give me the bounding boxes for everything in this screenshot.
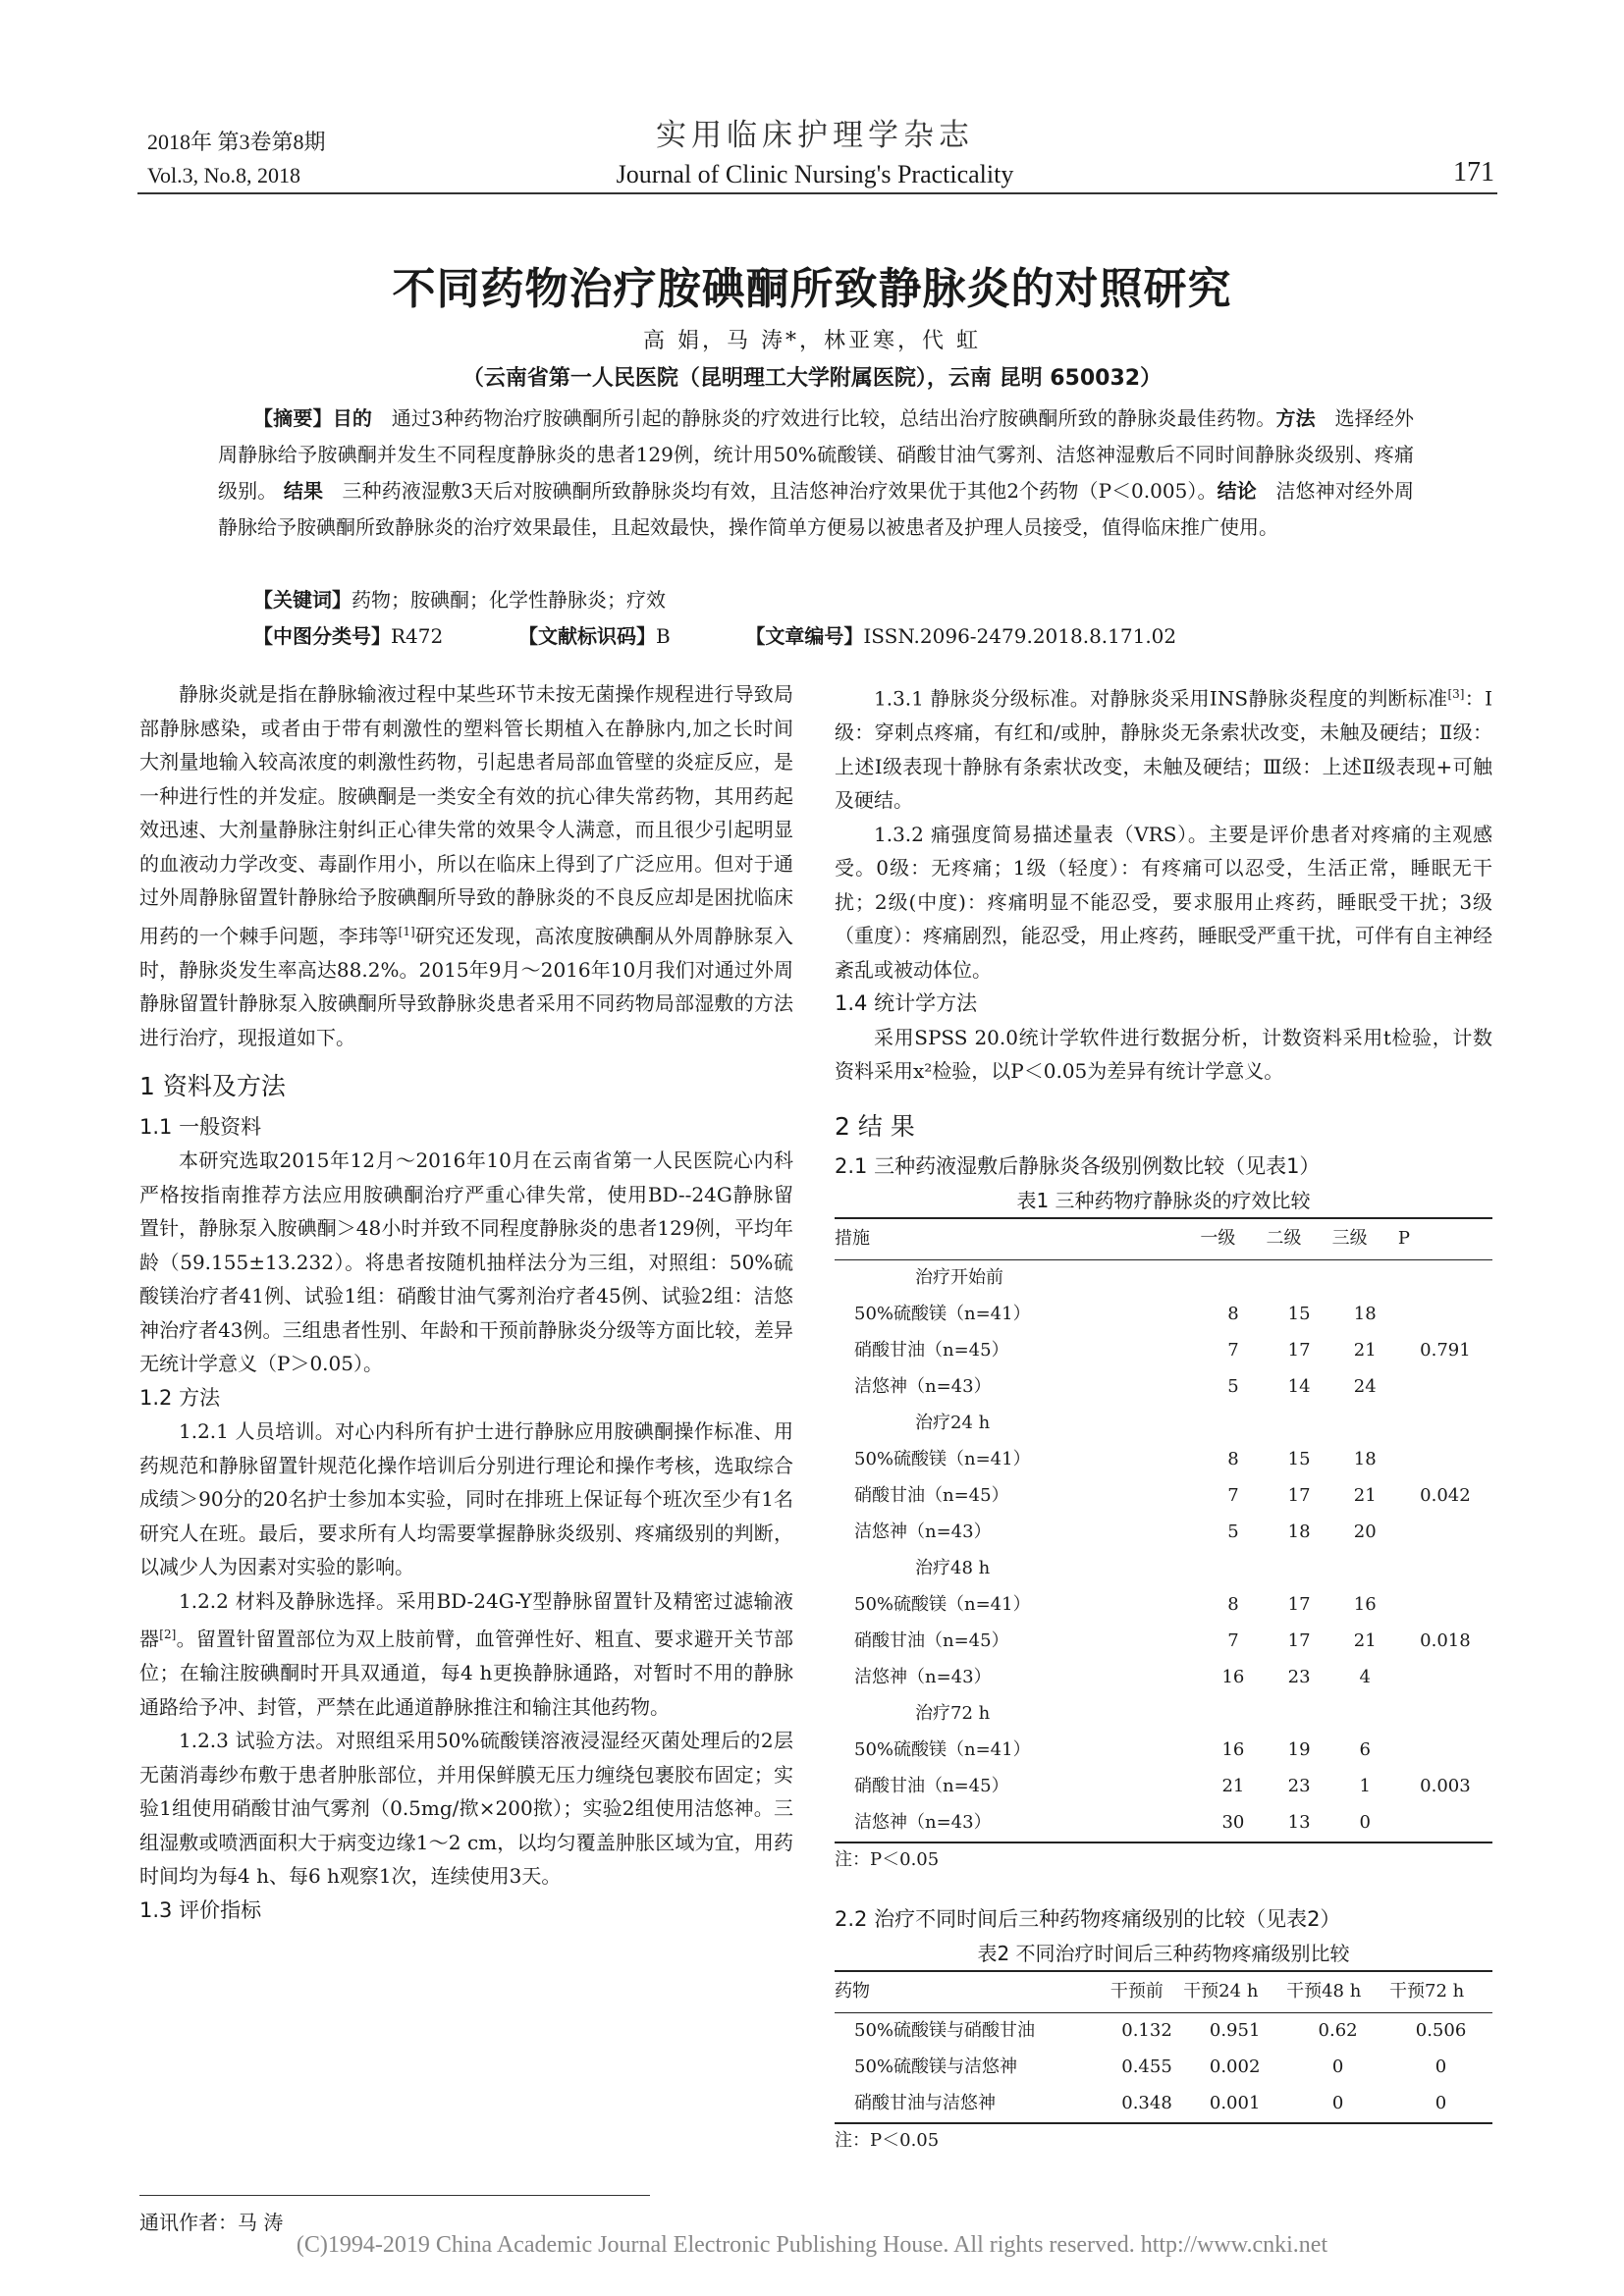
table-header-cell: 三级 bbox=[1332, 1218, 1398, 1259]
table-cell: 0.791 bbox=[1420, 1339, 1471, 1361]
table-cell: 0.042 bbox=[1420, 1484, 1471, 1506]
classification bbox=[253, 618, 1432, 655]
table-cell: 30 bbox=[1200, 1805, 1266, 1842]
table-1 bbox=[835, 1217, 1492, 1843]
table-row bbox=[835, 1733, 1492, 1769]
table-row bbox=[835, 1515, 1492, 1551]
table-cell: 0.455 bbox=[1121, 2056, 1172, 2077]
method-label: 方法 bbox=[1275, 406, 1316, 430]
table-cell: 13 bbox=[1267, 1805, 1332, 1842]
table-row bbox=[835, 1333, 1492, 1369]
table-header-cell: 干预24 h bbox=[1183, 1971, 1286, 2012]
journal-name-en: Journal of Clinic Nursing's Practicality bbox=[616, 160, 1014, 188]
section-1-2-2-text bbox=[139, 1584, 793, 1725]
table-cell: 0.951 bbox=[1209, 2019, 1261, 2041]
table-group-label: 治疗48 h bbox=[915, 1557, 991, 1578]
section-1-3-2-text: 1.3.2 痛强度简易描述量表（VRS）。主要是评价患者对疼痛的主观感受。0级：无疼痛；1级（轻度）：有疼痛可以忍受，生活正常，睡眠无干扰；2级(中度)：疼痛明显不能忍受，要求服用止疼药，睡眠受干扰；3级（重度）：疼痛剧烈，能忍受，用止疼药，睡眠受严重干扰，可伴有自主神经紊乱或被动体位。 bbox=[835, 822, 1492, 982]
table-header-cell: P bbox=[1398, 1218, 1492, 1259]
doc-code-label: 【文献标识码】 bbox=[517, 624, 656, 648]
page-number: 171 bbox=[1453, 157, 1494, 187]
table-cell: 8 bbox=[1227, 1303, 1239, 1324]
table-group-label: 治疗72 h bbox=[915, 1702, 991, 1724]
table-cell: 洁悠神（n=43） bbox=[854, 1375, 992, 1397]
citation-3: [3] bbox=[1447, 687, 1465, 701]
table-cell: 18 bbox=[1353, 1303, 1377, 1324]
conclusion-text: 洁悠神对经外周静脉给予胺碘酮所致静脉炎的治疗效果最佳，且起效最快，操作简单方便易以被患者及护理人员接受，值得临床推广使用。 bbox=[218, 479, 1415, 539]
table-cell: 50%硫酸镁与硝酸甘油 bbox=[854, 2019, 1036, 2041]
table-cell bbox=[1398, 1805, 1492, 1842]
table-cell: 0 bbox=[1389, 2086, 1492, 2123]
table-2 bbox=[835, 1970, 1492, 2124]
table-2-note: 注：P＜0.05 bbox=[835, 2129, 940, 2151]
table-group-row bbox=[835, 1551, 1492, 1587]
journal-name bbox=[550, 110, 1080, 189]
table-cell: 0.018 bbox=[1420, 1629, 1471, 1651]
table-cell: 6 bbox=[1359, 1738, 1371, 1760]
table-cell: 17 bbox=[1287, 1629, 1311, 1651]
table-cell: 16 bbox=[1221, 1738, 1245, 1760]
table-cell: 15 bbox=[1287, 1303, 1311, 1324]
section-1-2-2-b: 。留置针留置部位为双上肢前臂，血管弹性好、粗直、要求避开关节部位；在输注胺碘酮时开具双通道，每4 h更换静脉通路，对暂时不用的静脉通路给予冲、封管，严禁在此通道静脉推注和输注其他药物。 bbox=[139, 1627, 793, 1719]
section-1-4-text: 采用SPSS 20.0统计学软件进行数据分析，计数资料采用t检验，计数资料采用x²检验，以P＜0.05为差异有统计学意义。 bbox=[835, 1025, 1492, 1084]
section-1-2-3-text: 1.2.3 试验方法。对照组采用50%硫酸镁溶液浸湿经灭菌处理后的2层无菌消毒纱布敷于患者肿胀部位，并用保鲜膜无压力缠绕包裹胶布固定；实验1组使用硝酸甘油气雾剂（0.5mg/揿×200揿）；实验2组使用洁悠神。三组湿敷或喷洒面积大于病变边缘1～2 cm，以均匀覆盖肿胀区域为宜，用药时间均为每4 h、每6 h观察1次，连续使用3天。 bbox=[139, 1729, 793, 1889]
table-header-cell: 一级 bbox=[1200, 1218, 1266, 1259]
table-cell: 50%硫酸镁（n=41） bbox=[854, 1738, 1031, 1760]
section-1-4-heading: 1.4 统计学方法 bbox=[835, 991, 978, 1016]
table-cell: 20 bbox=[1353, 1521, 1377, 1542]
clc-label: 【中图分类号】 bbox=[253, 624, 391, 648]
conclusion-label: 结论 bbox=[1217, 479, 1257, 503]
keywords bbox=[253, 582, 666, 618]
table-cell: 洁悠神（n=43） bbox=[835, 1805, 1200, 1842]
table-cell: 5 bbox=[1227, 1375, 1239, 1397]
table-header-cell: 干预48 h bbox=[1286, 1971, 1389, 2012]
table-cell: 0.506 bbox=[1415, 2019, 1467, 2041]
table-cell: 4 bbox=[1359, 1666, 1371, 1687]
table-cell: 0.003 bbox=[1420, 1775, 1471, 1796]
journal-name-cn: 实用临床护理学杂志 bbox=[656, 118, 974, 153]
table-cell: 23 bbox=[1287, 1666, 1311, 1687]
table-cell: 7 bbox=[1227, 1484, 1239, 1506]
section-2-heading: 2 结 果 bbox=[835, 1111, 915, 1141]
section-1-2-1-text: 1.2.1 人员培训。对心内科所有护士进行静脉应用胺碘酮操作标准、用药规范和静脉留置针规范化操作培训后分别进行理论和操作考核，选取综合成绩＞90分的20名护士参加本实验，同时在排班上保证每个班次至少有1名研究人在班。最后，要求所有人均需要掌握静脉炎级别、疼痛级别的判断，以减少人为因素对实验的影响。 bbox=[139, 1419, 793, 1579]
left-column bbox=[139, 677, 793, 1927]
table-2-caption: 表2 不同治疗时间后三种药物疼痛级别比较 bbox=[977, 1941, 1350, 1965]
section-1-2-heading: 1.2 方法 bbox=[139, 1385, 221, 1410]
table-row bbox=[835, 1769, 1492, 1805]
table-row bbox=[835, 2050, 1492, 2086]
section-1-heading: 1 资料及方法 bbox=[139, 1072, 286, 1101]
abstract-label: 【摘要】 bbox=[253, 406, 333, 430]
table-cell bbox=[1398, 1297, 1492, 1333]
table-cell: 23 bbox=[1287, 1775, 1311, 1796]
table-row bbox=[835, 1297, 1492, 1333]
objective-label: 目的 bbox=[332, 406, 373, 430]
citation-2: [2] bbox=[159, 1628, 177, 1642]
table-row bbox=[835, 1369, 1492, 1406]
table-cell: 0.62 bbox=[1318, 2019, 1358, 2041]
abstract bbox=[218, 400, 1414, 546]
table-header-cell: 干预72 h bbox=[1389, 1971, 1492, 2012]
table-group-row bbox=[835, 1696, 1492, 1733]
result-label: 结果 bbox=[283, 479, 324, 503]
table-cell: 21 bbox=[1221, 1775, 1245, 1796]
section-1-3-1-text bbox=[835, 677, 1492, 818]
table-cell: 16 bbox=[1221, 1666, 1245, 1687]
table-cell: 0 bbox=[1435, 2056, 1447, 2077]
table-cell bbox=[1398, 1442, 1492, 1478]
table-header-cell: 二级 bbox=[1267, 1218, 1332, 1259]
corresponding-author: 通讯作者：马 涛 bbox=[139, 2211, 284, 2234]
issue-info bbox=[147, 126, 326, 192]
table-cell: 19 bbox=[1287, 1738, 1311, 1760]
table-cell: 0.002 bbox=[1209, 2056, 1261, 2077]
table-cell: 硝酸甘油（n=45） bbox=[854, 1775, 1009, 1796]
table-group-label: 治疗24 h bbox=[915, 1412, 991, 1433]
table-cell: 0.001 bbox=[1183, 2086, 1286, 2123]
table-cell: 硝酸甘油（n=45） bbox=[854, 1339, 1009, 1361]
table-header-cell: 干预前 bbox=[1110, 1971, 1183, 2012]
table-cell: 21 bbox=[1353, 1339, 1377, 1361]
paper-title: 不同药物治疗胺碘酮所致静脉炎的对照研究 bbox=[392, 264, 1232, 314]
keywords-label: 【关键词】 bbox=[253, 588, 352, 612]
table-cell: 50%硫酸镁（n=41） bbox=[854, 1448, 1031, 1469]
table-cell: 15 bbox=[1287, 1448, 1311, 1469]
table-cell: 洁悠神（n=43） bbox=[854, 1521, 992, 1542]
footnote-divider bbox=[139, 2195, 650, 2196]
table-1-caption: 表1 三种药物疗静脉炎的疗效比较 bbox=[1016, 1188, 1311, 1212]
copyright-watermark: (C)1994-2019 China Academic Journal Electronic Publishing House. All rights reserved. http://www.cnki.net bbox=[296, 2232, 1328, 2258]
table-1-note: 注：P＜0.05 bbox=[835, 1848, 940, 1870]
table-cell: 0 bbox=[1331, 2056, 1344, 2077]
table-cell: 17 bbox=[1287, 1339, 1311, 1361]
table-cell: 21 bbox=[1353, 1484, 1377, 1506]
table-cell: 18 bbox=[1287, 1521, 1311, 1542]
table-cell bbox=[1398, 1587, 1492, 1624]
table-row bbox=[835, 1805, 1492, 1842]
table-cell: 硝酸甘油与洁悠神 bbox=[835, 2086, 1110, 2123]
intro-paragraph bbox=[139, 677, 793, 1054]
table-cell: 50%硫酸镁与洁悠神 bbox=[854, 2056, 1018, 2077]
table-cell: 21 bbox=[1353, 1629, 1377, 1651]
intro-text: 静脉炎就是指在静脉输液过程中某些环节未按无菌操作规程进行导致局部静脉感染，或者由于带有刺激性的塑料管长期植入在静脉内,加之长时间大剂量地输入较高浓度的刺激性药物，引起患者局部血管壁的炎症反应，是一种进行性的并发症。胺碘酮是一类安全有效的抗心律失常药物，其用药起效迅速、大剂量静脉注射纠正心律失常的效果令人满意，而且很少引起明显的血液动力学改变、毒副作用小，所以在临床上得到了广泛应用。但对于通过外周静脉留置针静脉给予胺碘酮所导致的静脉炎的不良反应却是困扰临床用药的一个棘手问题，李玮等 bbox=[139, 682, 793, 948]
table-cell: 0 bbox=[1332, 1805, 1398, 1842]
table-cell: 1 bbox=[1359, 1775, 1371, 1796]
objective-text: 通过3种药物治疗胺碘酮所引起的静脉炎的疗效进行比较，总结出治疗胺碘酮所致的静脉炎最佳药物。 bbox=[391, 406, 1276, 430]
table-cell: 0.132 bbox=[1121, 2019, 1172, 2041]
table-cell: 5 bbox=[1227, 1521, 1239, 1542]
authors: 高 娟，马 涛*，林亚寒，代 虹 bbox=[643, 329, 981, 353]
table-header-cell: 措施 bbox=[835, 1218, 1200, 1259]
section-1-1-heading: 1.1 一般资料 bbox=[139, 1114, 262, 1139]
table-cell: 17 bbox=[1287, 1484, 1311, 1506]
intro-text-2: 研究还发现，高浓度胺碘酮从外周静脉泵入时，静脉炎发生率高达88.2%。2015年9月～2016年10月我们对通过外周静脉留置针静脉泵入胺碘酮所导致静脉炎患者采用不同药物局部湿敷的方法进行治疗，现报道如下。 bbox=[139, 924, 793, 1049]
table-group-row bbox=[835, 1406, 1492, 1442]
table-group-row bbox=[835, 1259, 1492, 1297]
affiliation: （云南省第一人民医院（昆明理工大学附属医院），云南 昆明 650032） bbox=[461, 366, 1163, 391]
result-text: 三种药液湿敷3天后对胺碘酮所致静脉炎均有效，且洁悠神治疗效果优于其他2个药物（P＜0.005）。 bbox=[342, 479, 1218, 503]
doc-code-value: B bbox=[655, 624, 671, 648]
table-cell: 50%硫酸镁（n=41） bbox=[854, 1593, 1031, 1615]
article-no-label: 【文章编号】 bbox=[745, 624, 864, 648]
table-cell bbox=[1398, 1733, 1492, 1769]
section-1-2-2-a: 1.2.2 材料及静脉选择。采用BD-24G-Y型静脉留置针及精密过滤输液器 bbox=[139, 1588, 793, 1651]
table-cell bbox=[1398, 1369, 1492, 1406]
table-cell: 8 bbox=[1227, 1593, 1239, 1615]
header-divider bbox=[137, 192, 1497, 194]
table-row bbox=[835, 1660, 1492, 1696]
table-cell: 18 bbox=[1353, 1448, 1377, 1469]
year-issue: 2018年 第3卷第8期 bbox=[147, 130, 326, 154]
table-cell: 0.348 bbox=[1110, 2086, 1183, 2123]
table-cell: 8 bbox=[1227, 1448, 1239, 1469]
table-row bbox=[835, 1478, 1492, 1515]
section-1-3-heading: 1.3 评价指标 bbox=[139, 1897, 262, 1922]
section-1-3-1-a: 1.3.1 静脉炎分级标准。对静脉炎采用INS静脉炎程度的判断标准 bbox=[874, 686, 1448, 711]
table-cell: 硝酸甘油（n=45） bbox=[854, 1629, 1009, 1651]
table-cell: 16 bbox=[1353, 1593, 1377, 1615]
table-cell: 17 bbox=[1287, 1593, 1311, 1615]
article-no-value: ISSN.2096-2479.2018.8.171.02 bbox=[863, 624, 1177, 648]
table-cell: 7 bbox=[1227, 1629, 1239, 1651]
section-2-2-heading: 2.2 治疗不同时间后三种药物疼痛级别的比较（见表2） bbox=[835, 1907, 1341, 1932]
section-2-1-heading: 2.1 三种药液湿敷后静脉炎各级别例数比较（见表1） bbox=[835, 1154, 1321, 1179]
table-row bbox=[835, 2086, 1492, 2123]
table-row bbox=[835, 1624, 1492, 1660]
table-cell: 14 bbox=[1287, 1375, 1311, 1397]
table-cell: 0 bbox=[1286, 2086, 1389, 2123]
table-row bbox=[835, 1587, 1492, 1624]
table-cell: 50%硫酸镁（n=41） bbox=[854, 1303, 1031, 1324]
table-cell: 硝酸甘油（n=45） bbox=[854, 1484, 1009, 1506]
citation-1: [1] bbox=[398, 924, 415, 938]
table-header-cell: 药物 bbox=[835, 1971, 1110, 2012]
keywords-text: 药物；胺碘酮；化学性静脉炎；疗效 bbox=[352, 588, 666, 612]
section-1-1-text: 本研究选取2015年12月～2016年10月在云南省第一人民医院心内科严格按指南推荐方法应用胺碘酮治疗严重心律失常，使用BD--24G静脉留置针，静脉泵入胺碘酮＞48小时并致不同程度静脉炎的患者129例，平均年龄（59.155±13.232）。将患者按随机抽样法分为三组，对照组：50%硫酸镁治疗者41例、试验1组：硝酸甘油气雾剂治疗者45例、试验2组：洁悠神治疗者43例。三组患者性别、年龄和干预前静脉炎分级等方面比较，差异无统计学意义（P＞0.05）。 bbox=[139, 1148, 793, 1376]
table-group-label: 治疗开始前 bbox=[915, 1266, 1003, 1288]
table-cell: 24 bbox=[1353, 1375, 1377, 1397]
table-cell bbox=[1398, 1515, 1492, 1551]
table-cell: 洁悠神（n=43） bbox=[854, 1666, 992, 1687]
clc-value: R472 bbox=[391, 624, 444, 648]
method-text: 选择经外周静脉给予胺碘酮并发生不同程度静脉炎的患者129例，统计用50%硫酸镁、硝酸甘油气雾剂、洁悠神湿敷后不同时间静脉炎级别、疼痛级别。 bbox=[218, 406, 1415, 503]
section-1-3-1-b: ：Ⅰ级：穿刺点疼痛，有红和/或肿，静脉炎无条索状改变，未触及硬结；Ⅱ级：上述Ⅰ级表现十静脉有条索状改变，未触及硬结；Ⅲ级：上述Ⅱ级表现+可触及硬结。 bbox=[835, 686, 1492, 813]
right-column bbox=[835, 677, 1492, 2158]
table-cell bbox=[1398, 1660, 1492, 1696]
volume-info: Vol.3, No.8, 2018 bbox=[147, 163, 301, 187]
table-row bbox=[835, 1442, 1492, 1478]
table-row bbox=[835, 2012, 1492, 2050]
table-cell: 7 bbox=[1227, 1339, 1239, 1361]
